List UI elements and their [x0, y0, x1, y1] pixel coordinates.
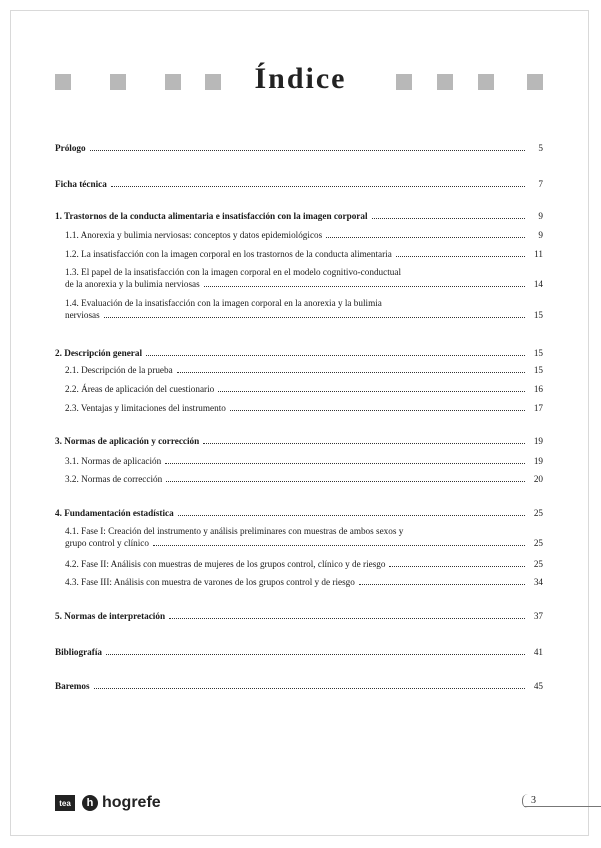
dot-leader: [396, 256, 525, 257]
toc-entry-text-cont: grupo control y clínico: [65, 538, 149, 548]
toc-entry-text: 2.1. Descripción de la prueba: [65, 365, 173, 375]
toc-entry-text: 1.4. Evaluación de la insatisfacción con la imagen corporal en la anorexia y la bulimia: [65, 298, 382, 308]
dot-leader: [106, 654, 525, 655]
toc-page-number: 25: [533, 538, 543, 548]
toc-entry-section-1[interactable]: [55, 210, 543, 222]
toc-page-number: 19: [533, 436, 543, 446]
toc-page-number: 34: [533, 577, 543, 587]
toc-entry-1-2[interactable]: [65, 248, 543, 260]
publisher-logo: [55, 794, 161, 812]
dot-leader: [389, 566, 525, 567]
toc-page-number: 15: [533, 365, 543, 375]
page-frame: [10, 10, 589, 836]
dot-leader: [169, 618, 525, 619]
toc-entry-text: 4.3. Fase III: Análisis con muestra de varones de los grupos control y de riesgo: [65, 577, 355, 587]
toc-entry-section-2[interactable]: [55, 347, 543, 359]
toc-entry-text-cont: nerviosas: [65, 310, 100, 320]
dot-leader: [90, 150, 525, 151]
toc-page-number: 15: [533, 310, 543, 320]
toc-entry-text: 1.3. El papel de la insatisfacción con la imagen corporal en el modelo cognitivo-conductual: [65, 267, 401, 277]
toc-entry-section-4[interactable]: [55, 507, 543, 519]
dot-leader: [146, 355, 525, 356]
toc-entry-text: 1.2. La insatisfacción con la imagen corporal en los trastornos de la conducta alimentaria: [65, 249, 392, 259]
toc-page-number: 5: [538, 143, 543, 153]
toc-page-number: 11: [534, 249, 543, 259]
toc-page-number: 41: [533, 647, 543, 657]
dot-leader: [372, 218, 525, 219]
toc-entry-ficha[interactable]: [55, 178, 543, 190]
hogrefe-logo-mark: h: [82, 795, 98, 811]
toc-entry-2-3[interactable]: [65, 402, 543, 414]
dot-leader: [359, 584, 525, 585]
toc-page-number: 19: [533, 456, 543, 466]
page-title: Índice: [254, 62, 347, 95]
toc-page-number: 14: [533, 279, 543, 289]
toc-entry-text: Prólogo: [55, 143, 86, 153]
toc-entry-text: 3.2. Normas de corrección: [65, 474, 163, 484]
toc-page-number: 9: [538, 230, 543, 240]
dot-leader: [204, 286, 525, 287]
page-number: 3: [522, 794, 536, 808]
toc-entry-1-1[interactable]: [65, 229, 543, 241]
toc-entry-prologo[interactable]: [55, 142, 543, 154]
toc-entry-baremos[interactable]: [55, 680, 543, 692]
toc-entry-text-cont: de la anorexia y la bulimia nerviosas: [65, 279, 200, 289]
dot-leader: [218, 391, 525, 392]
toc-entry-2-2[interactable]: [65, 383, 543, 395]
toc-entry-text: 4.1. Fase I: Creación del instrumento y análisis preliminares con muestras de ambos sexos y: [65, 526, 404, 536]
toc-entry-3-1[interactable]: [65, 455, 543, 467]
dot-leader: [203, 443, 525, 444]
dot-leader: [178, 515, 525, 516]
dot-leader: [165, 463, 525, 464]
dot-leader: [166, 481, 525, 482]
toc-entry-bibliografia[interactable]: [55, 646, 543, 658]
toc-entry-section-5[interactable]: [55, 610, 543, 622]
dot-leader: [104, 317, 525, 318]
toc-entry-text: 4. Fundamentación estadística: [55, 508, 174, 518]
toc-entry-4-3[interactable]: [65, 576, 543, 588]
toc-entry-text: 2.3. Ventajas y limitaciones del instrumento: [65, 403, 226, 413]
toc-page-number: 25: [533, 508, 543, 518]
toc-page-number: 15: [533, 348, 543, 358]
toc-entry-1-3[interactable]: [65, 266, 543, 290]
dot-leader: [153, 545, 525, 546]
dot-leader: [326, 237, 525, 238]
toc-page-number: 25: [533, 559, 543, 569]
toc-entry-text: 5. Normas de interpretación: [55, 611, 166, 621]
toc-entry-text: 3.1. Normas de aplicación: [65, 456, 162, 466]
toc-entry-text: 1.1. Anorexia y bulimia nerviosas: conceptos y datos epidemiológicos: [65, 230, 323, 240]
tea-logo-badge: tea: [55, 795, 75, 811]
hogrefe-wordmark: hogrefe: [102, 794, 161, 811]
toc-entry-3-2[interactable]: [65, 473, 543, 485]
toc-entry-text: 2. Descripción general: [55, 348, 143, 358]
dot-leader: [94, 688, 525, 689]
dot-leader: [111, 186, 525, 187]
toc-page-number: 37: [533, 611, 543, 621]
toc-entry-text: 2.2. Áreas de aplicación del cuestionario: [65, 384, 215, 394]
toc-page-number: 9: [538, 211, 543, 221]
dot-leader: [230, 410, 525, 411]
toc-page-number: 45: [533, 681, 543, 691]
toc-page-number: 20: [533, 474, 543, 484]
toc-entry-text: 4.2. Fase II: Análisis con muestras de mujeres de los grupos control, clínico y de riesgo: [65, 559, 386, 569]
toc-entry-text: 3. Normas de aplicación y corrección: [55, 436, 200, 446]
toc-entry-1-4[interactable]: [65, 297, 543, 321]
toc-entry-section-3[interactable]: [55, 435, 543, 447]
toc-entry-text: 1. Trastornos de la conducta alimentaria e insatisfacción con la imagen corporal: [55, 211, 368, 221]
toc-entry-4-2[interactable]: [65, 558, 543, 570]
toc-entry-4-1[interactable]: [65, 525, 543, 549]
toc-entry-text: Ficha técnica: [55, 179, 107, 189]
toc-page-number: 16: [533, 384, 543, 394]
toc-entry-text: Baremos: [55, 681, 90, 691]
toc-entry-text: Bibliografía: [55, 647, 102, 657]
toc-entry-2-1[interactable]: [65, 364, 543, 376]
dot-leader: [177, 372, 525, 373]
toc-page-number: 17: [533, 403, 543, 413]
toc-page-number: 7: [538, 179, 543, 189]
